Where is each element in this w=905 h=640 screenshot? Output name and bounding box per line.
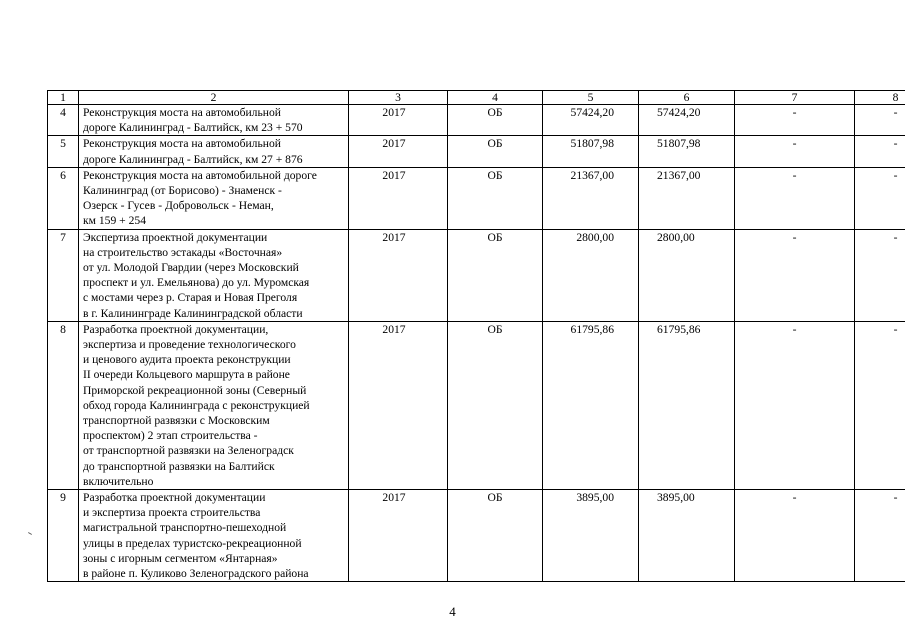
- row-number: 4: [48, 105, 79, 136]
- row-amount-total: 51807,98: [543, 136, 639, 167]
- row-year: 2017: [349, 490, 448, 582]
- row-year: 2017: [349, 229, 448, 321]
- row-col7-value: -: [735, 321, 855, 489]
- row-number: 8: [48, 321, 79, 489]
- row-funding-source: ОБ: [448, 321, 543, 489]
- page-number: 4: [449, 604, 456, 619]
- row-amount-total: 21367,00: [543, 167, 639, 229]
- table-row: [48, 490, 905, 582]
- row-number: 5: [48, 136, 79, 167]
- row-amount-year: 51807,98: [639, 136, 735, 167]
- row-funding-source: ОБ: [448, 167, 543, 229]
- row-col8-value: -: [855, 321, 905, 489]
- row-funding-source: ОБ: [448, 136, 543, 167]
- table-row: [48, 136, 905, 167]
- table-header-row: [48, 91, 905, 105]
- row-year: 2017: [349, 167, 448, 229]
- header-cell-3: 3: [349, 91, 448, 105]
- header-cell-6: 6: [639, 91, 735, 105]
- stray-mark: [28, 532, 32, 535]
- table-row: [48, 321, 905, 489]
- row-col8-value: -: [855, 490, 905, 582]
- row-number: 6: [48, 167, 79, 229]
- header-cell-8: 8: [855, 91, 905, 105]
- row-col8-value: -: [855, 229, 905, 321]
- row-amount-total: 61795,86: [543, 321, 639, 489]
- table-row: [48, 229, 905, 321]
- table-row: [48, 167, 905, 229]
- header-cell-4: 4: [448, 91, 543, 105]
- row-amount-year: 21367,00: [639, 167, 735, 229]
- row-amount-year: 2800,00: [639, 229, 735, 321]
- row-amount-year: 3895,00: [639, 490, 735, 582]
- row-funding-source: ОБ: [448, 229, 543, 321]
- row-number: 9: [48, 490, 79, 582]
- row-amount-total: 2800,00: [543, 229, 639, 321]
- row-funding-source: ОБ: [448, 105, 543, 136]
- row-col7-value: -: [735, 229, 855, 321]
- row-col8-value: -: [855, 136, 905, 167]
- row-amount-year: 61795,86: [639, 321, 735, 489]
- header-cell-7: 7: [735, 91, 855, 105]
- header-cell-1: 1: [48, 91, 79, 105]
- row-amount-year: 57424,20: [639, 105, 735, 136]
- row-col8-value: -: [855, 105, 905, 136]
- row-col7-value: -: [735, 167, 855, 229]
- header-cell-5: 5: [543, 91, 639, 105]
- row-description: Разработка проектной документации, экспертиза и проведение технологического и ценового аудита проекта реконструкции II очереди Кольцевого маршрута в районе Приморской рекреационной зоны (Северный обход города Калининграда с реконструкцией транспортной развязки с Московским проспектом) 2 этап строительства - от транспортной развязки на Зеленоградск до транспортной развязки на Балтийск включительно: [79, 321, 349, 489]
- row-description: Разработка проектной документации и экспертиза проекта строительства магистральной транспортно-пешеходной улицы в пределах туристско-рекреационной зоны с игорным сегментом «Янтарная» в районе п. Куликово Зеленоградского района: [79, 490, 349, 582]
- row-description: Реконструкция моста на автомобильной дороге Калининград - Балтийск, км 23 + 570: [79, 105, 349, 136]
- budget-table: [47, 90, 905, 582]
- row-description: Реконструкция моста на автомобильной дороге Калининград (от Борисово) - Знаменск - Озерск - Гусев - Добровольск - Неман, км 159 + 254: [79, 167, 349, 229]
- row-year: 2017: [349, 105, 448, 136]
- row-amount-total: 3895,00: [543, 490, 639, 582]
- row-col8-value: -: [855, 167, 905, 229]
- row-description: Экспертиза проектной документации на строительство эстакады «Восточная» от ул. Молодой Гвардии (через Московский проспект и ул. Емельянова) до ул. Муромская с мостами через р. Старая и Новая Преголя в г. Калининграде Калининградской области: [79, 229, 349, 321]
- table-row: [48, 105, 905, 136]
- row-col7-value: -: [735, 105, 855, 136]
- row-amount-total: 57424,20: [543, 105, 639, 136]
- row-description: Реконструкция моста на автомобильной дороге Калининград - Балтийск, км 27 + 876: [79, 136, 349, 167]
- row-number: 7: [48, 229, 79, 321]
- row-col7-value: -: [735, 490, 855, 582]
- row-funding-source: ОБ: [448, 490, 543, 582]
- row-col7-value: -: [735, 136, 855, 167]
- row-year: 2017: [349, 136, 448, 167]
- header-cell-2: 2: [79, 91, 349, 105]
- row-year: 2017: [349, 321, 448, 489]
